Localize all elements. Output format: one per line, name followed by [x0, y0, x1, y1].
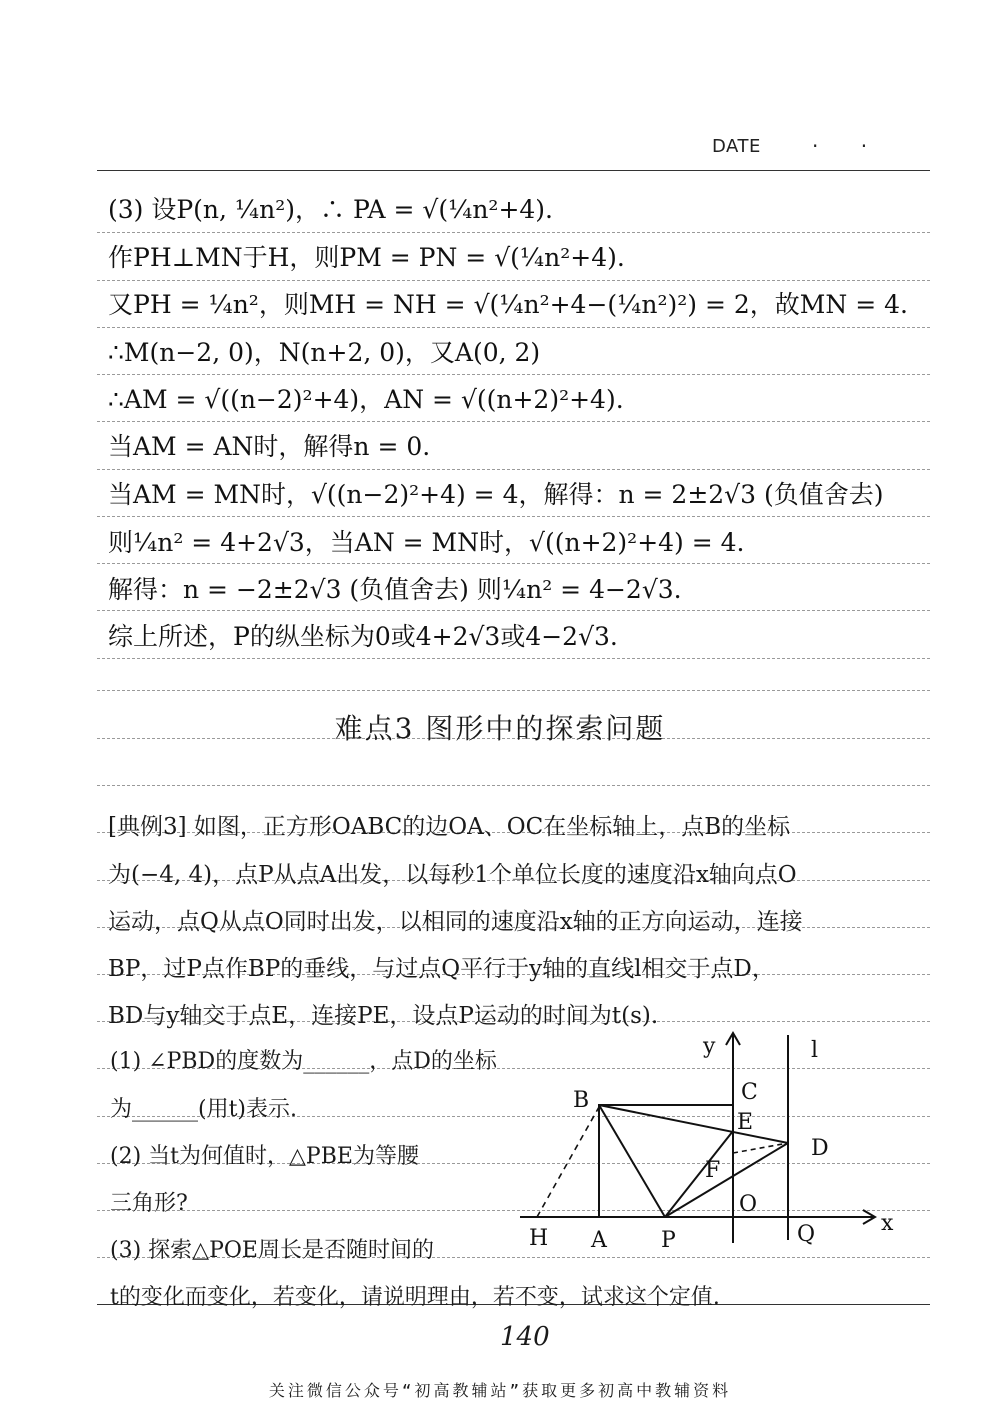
solution-line: 当AM = MN时，√((n−2)²+4) = 4，解得：n = 2±2√3 (负值舍去) — [108, 480, 884, 509]
segment-PE — [665, 1131, 733, 1217]
ruled-line — [97, 421, 930, 422]
sub-question: (3) 探索△POE周长是否随时间的 — [110, 1238, 434, 1263]
label-H: H — [529, 1226, 549, 1251]
date-dots: · · — [812, 134, 886, 158]
segment-BD — [599, 1105, 788, 1143]
problem-line: [典例3] 如图，正方形OABC的边OA、OC在坐标轴上，点B的坐标 — [108, 814, 791, 840]
page-number: 140 — [500, 1322, 550, 1352]
ruled-line — [97, 469, 930, 470]
label-C: C — [741, 1080, 758, 1105]
sub-question: 为______(用t)表示. — [110, 1097, 298, 1122]
label-D: D — [811, 1136, 829, 1161]
label-F: F — [705, 1158, 721, 1183]
problem-line: BD与y轴交于点E，连接PE，设点P运动的时间为t(s). — [108, 1003, 659, 1029]
problem-line: 为(−4, 4)，点P从点A出发，以每秒1个单位长度的速度沿x轴向点O — [108, 862, 797, 888]
label-l: l — [811, 1038, 819, 1063]
ruled-line — [97, 610, 930, 611]
label-O: O — [739, 1192, 758, 1217]
label-P: P — [661, 1228, 676, 1253]
solution-line: 综上所述，P的纵坐标为0或4+2√3或4−2√3. — [108, 622, 618, 651]
label-y: y — [703, 1034, 716, 1059]
ruled-line — [97, 516, 930, 517]
label-B: B — [573, 1088, 590, 1113]
ruled-line — [97, 563, 930, 564]
label-x: x — [881, 1211, 894, 1236]
problem-line: BP，过P点作BP的垂线，与过点Q平行于y轴的直线l相交于点D， — [108, 956, 775, 982]
solution-line: 则¼n² = 4+2√3，当AN = MN时，√((n+2)²+4) = 4. — [108, 528, 745, 557]
problem-line: 运动，点Q从点O同时出发，以相同的速度沿x轴的正方向运动，连接 — [108, 909, 803, 935]
segment-PD — [665, 1143, 788, 1217]
dashed-BH — [537, 1107, 599, 1217]
ruled-line — [97, 327, 930, 328]
ruled-line — [97, 232, 930, 233]
sub-question: 三角形? — [110, 1191, 188, 1216]
ruled-line — [97, 658, 930, 659]
sub-question: t的变化而变化，若变化，请说明理由，若不变，试求这个定值. — [110, 1285, 720, 1310]
sub-question: (2) 当t为何值时，△PBE为等腰 — [110, 1144, 419, 1169]
sub-question: (1) ∠PBD的度数为______，点D的坐标 — [110, 1049, 497, 1074]
footer-text: 关注微信公众号“初高教辅站”获取更多初高中教辅资料 — [268, 1381, 732, 1400]
solution-line: ∴AM = √((n−2)²+4)，AN = √((n+2)²+4). — [108, 385, 624, 414]
ruled-line — [97, 690, 930, 691]
label-E: E — [737, 1110, 754, 1135]
solution-line: 作PH⊥MN于H，则PM = PN = √(¼n²+4). — [108, 243, 625, 272]
label-A: A — [591, 1228, 607, 1253]
solution-line: 又PH = ¼n²，则MH = NH = √(¼n²+4−(¼n²)²) = 2，故MN = 4. — [108, 290, 908, 319]
geometry-figure — [515, 1025, 905, 1275]
solution-line: (3) 设P(n, ¼n²)，∴ PA = √(¼n²+4). — [108, 195, 553, 224]
section-heading: 难点3 图形中的探索问题 — [334, 712, 666, 745]
ruled-line — [97, 374, 930, 375]
ruled-line — [97, 280, 930, 281]
label-Q: Q — [797, 1222, 816, 1247]
solution-line: ∴M(n−2, 0)，N(n+2, 0)，又A(0, 2) — [108, 338, 541, 367]
date-label: DATE — [712, 136, 761, 157]
solution-line: 解得：n = −2±2√3 (负值舍去) 则¼n² = 4−2√3. — [108, 575, 682, 604]
solution-line: 当AM = AN时，解得n = 0. — [108, 432, 431, 461]
header-rule — [97, 170, 930, 171]
ruled-line — [97, 785, 930, 786]
segment-BP — [599, 1105, 665, 1217]
